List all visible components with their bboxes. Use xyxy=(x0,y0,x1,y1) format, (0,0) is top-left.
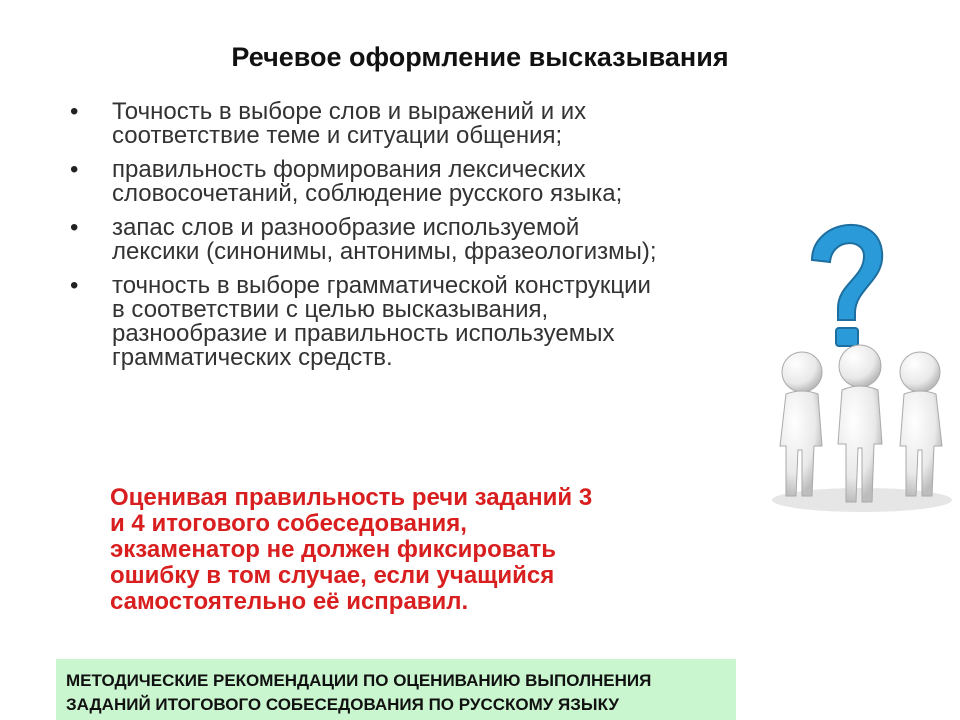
slide-title: Речевое оформление высказывания xyxy=(231,42,729,72)
bullet-item xyxy=(70,158,670,206)
question-mark-icon xyxy=(812,225,882,346)
person-figure xyxy=(838,345,882,502)
bullet-text: точность в выборе грамматической конструкции в соответствии с целью высказывания, разнообразие и правильность используемых грамматических средств. xyxy=(112,272,651,371)
bullet-dot: • xyxy=(70,272,79,299)
bullet-item xyxy=(70,274,670,370)
footer-banner xyxy=(56,659,736,720)
bullet-list xyxy=(70,100,670,380)
bullet-text: Точность в выборе слов и выражений и их соответствие теме и ситуации общения; xyxy=(112,98,587,149)
footer-text: МЕТОДИЧЕСКИЕ РЕКОМЕНДАЦИИ ПО ОЦЕНИВАНИЮ ВЫПОЛНЕНИЯ ЗАДАНИЙ ИТОГОВОГО СОБЕСЕДОВАНИЯ ПО РУССКОМУ ЯЗЫКУ xyxy=(66,671,652,714)
bullet-item xyxy=(70,216,670,264)
bullet-text: запас слов и разнообразие используемой лексики (синонимы, антонимы, фразеологизмы); xyxy=(112,214,657,265)
person-figure xyxy=(780,352,822,496)
bullet-text: правильность формирования лексических словосочетаний, соблюдение русского языка; xyxy=(112,156,623,207)
highlight-note: Оценивая правильность речи заданий 3 и 4 итогового собеседования, экзаменатор не должен фиксировать ошибку в том случае, если учащийся самостоятельно её исправил. xyxy=(110,484,593,615)
bullet-dot: • xyxy=(70,214,79,241)
person-figure xyxy=(900,352,942,496)
thinking-people-question-mark-icon xyxy=(760,200,960,520)
bullet-dot: • xyxy=(70,98,79,125)
bullet-dot: • xyxy=(70,156,79,183)
bullet-item xyxy=(70,100,670,148)
